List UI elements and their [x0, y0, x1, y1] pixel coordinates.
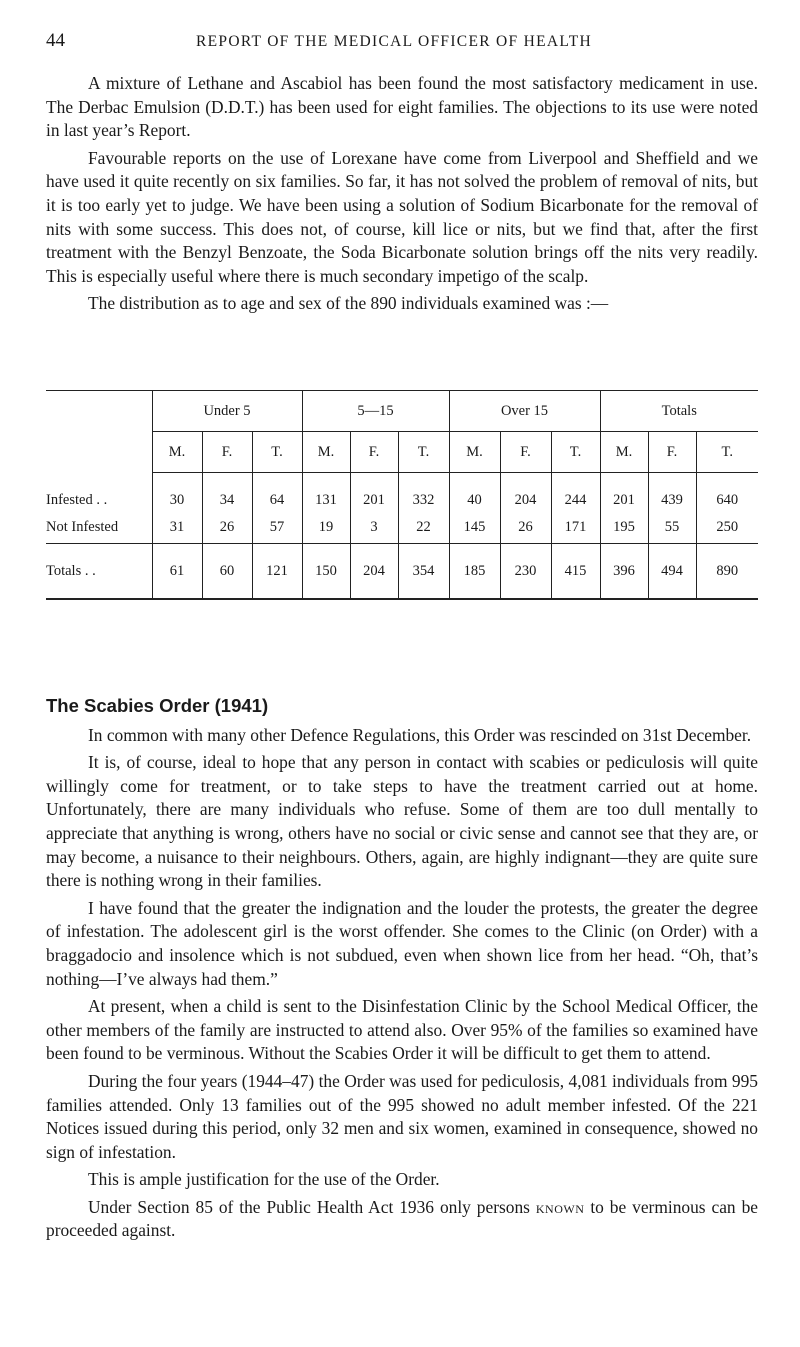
- table-cell: 22: [398, 511, 449, 544]
- table-cell: 31: [152, 511, 202, 544]
- group-header: 5—15: [302, 391, 449, 432]
- table-cell: 230: [500, 544, 551, 600]
- column-header: T.: [398, 432, 449, 473]
- table-row: [46, 473, 758, 512]
- table-row-totals: [46, 544, 758, 600]
- table-cell: 121: [252, 544, 302, 600]
- running-head: REPORT OF THE MEDICAL OFFICER OF HEALTH: [196, 33, 592, 50]
- group-header: Totals: [600, 391, 758, 432]
- column-header: F.: [202, 432, 252, 473]
- table-cell: 34: [202, 473, 252, 512]
- paragraph: During the four years (1944–47) the Order was used for pediculosis, 4,081 individuals from 995 families attended. Only 13 families out of the 995 showed no adult member infested. Of the 221 Notices issued during this period, only 32 men and six women, examined in consequence, showed no sign of infestation.: [46, 1070, 758, 1162]
- table-cell: 354: [398, 544, 449, 600]
- table-cell: 40: [449, 473, 500, 512]
- table-cell: 60: [202, 544, 252, 600]
- table-cell: 145: [449, 511, 500, 544]
- paragraph: A mixture of Lethane and Ascabiol has been found the most satisfactory medicament in use. The Derbac Emulsion (D.D.T.) has been used for eight families. The objections to its use were noted in last year’s Report.: [46, 73, 758, 141]
- table-cell: 640: [696, 473, 758, 512]
- column-header: M.: [152, 432, 202, 473]
- page-number: 44: [46, 30, 65, 51]
- section-heading: The Scabies Order (1941): [46, 695, 269, 716]
- group-header: Under 5: [152, 391, 302, 432]
- table-cell: 494: [648, 544, 696, 600]
- column-header: F.: [500, 432, 551, 473]
- paragraph-text: Under Section 85 of the Public Health Act 1936 only persons: [88, 1196, 536, 1217]
- paragraph: [46, 1196, 758, 1243]
- column-header: M.: [600, 432, 648, 473]
- row-label: Not Infested: [46, 518, 119, 535]
- paragraph: The distribution as to age and sex of the 890 individuals examined was :—: [88, 293, 609, 314]
- table-cell: 55: [648, 511, 696, 544]
- table-cell: 131: [302, 473, 350, 512]
- paragraph: It is, of course, ideal to hope that any person in contact with scabies or pediculosis will quite willingly come for treatment, or to take steps to have the treatment carried out at home. Unfortunately, there are many individuals who refuse. Some of them are too dull mentally to appreciate that anything is wrong, others have no social or civic sense and cannot see that they are, or may become, a nuisance to their neighbours. Others, again, are highly indignant—they are quite sure there is nothing wrong in their families.: [46, 752, 758, 891]
- table-cell: 250: [696, 511, 758, 544]
- paragraph: At present, when a child is sent to the Disinfestation Clinic by the School Medical Officer, the other members of the family are instructed to attend also. Over 95% of the families so examined have been found to be verminous. Without the Scabies Order it will be difficult to get them to attend.: [46, 996, 758, 1064]
- table-cell: 57: [252, 511, 302, 544]
- table-cell: 244: [551, 473, 600, 512]
- row-label: Totals . .: [46, 544, 152, 600]
- table-cell: 185: [449, 544, 500, 600]
- table-cell: 204: [500, 473, 551, 512]
- intro-text: [46, 72, 758, 320]
- paragraph: This is ample justification for the use of the Order.: [88, 1169, 440, 1190]
- table-cell: 3: [350, 511, 398, 544]
- table-cell: 415: [551, 544, 600, 600]
- table-cell: 204: [350, 544, 398, 600]
- column-header: M.: [449, 432, 500, 473]
- paragraph-text: to be verminous can be proceeded against.: [46, 1196, 758, 1241]
- paragraph: In common with many other Defence Regulations, this Order was rescinded on 31st December.: [88, 724, 752, 745]
- column-header: T.: [696, 432, 758, 473]
- table-row: [46, 511, 758, 544]
- scabies-order-section: [46, 694, 758, 1247]
- group-header: Over 15: [449, 391, 600, 432]
- column-header: T.: [551, 432, 600, 473]
- table-cell: 26: [202, 511, 252, 544]
- column-header: M.: [302, 432, 350, 473]
- infestation-table: [46, 390, 758, 600]
- table-cell: 396: [600, 544, 648, 600]
- column-header: T.: [252, 432, 302, 473]
- row-label: Infested . .: [46, 492, 108, 508]
- table-cell: 201: [350, 473, 398, 512]
- table-cell: 195: [600, 511, 648, 544]
- paragraph: I have found that the greater the indignation and the louder the protests, the greater the degree of infestation. The adolescent girl is the worst offender. She comes to the Clinic (on Order) with a braggadocio and insolence which is not subdued, even when shown lice from her head. “Oh, that’s nothing—I’ve always had them.”: [46, 897, 758, 989]
- table-cell: 332: [398, 473, 449, 512]
- column-header: F.: [648, 432, 696, 473]
- table-cell: 19: [302, 511, 350, 544]
- corner-cell: [46, 432, 152, 473]
- table-cell: 61: [152, 544, 202, 600]
- column-header: F.: [350, 432, 398, 473]
- table-cell: 890: [696, 544, 758, 600]
- emphasis-known: known: [535, 1196, 585, 1217]
- table-cell: 201: [600, 473, 648, 512]
- paragraph: Favourable reports on the use of Lorexane have come from Liverpool and Sheffield and we have used it quite recently on six families. So far, it has not solved the problem of removal of nits, but it is too early yet to judge. We have been using a solution of Sodium Bicarbonate for the removal of nits with some success. This does not, of course, kill lice or nits, but we find that, after the first treatment with the Benzyl Benzoate, the Soda Bicarbonate solution brings off the nits very readily. This is especially useful where there is much secondary impetigo of the scalp.: [46, 147, 758, 286]
- table-cell: 439: [648, 473, 696, 512]
- table-cell: 64: [252, 473, 302, 512]
- corner-cell: [46, 391, 152, 432]
- table-cell: 150: [302, 544, 350, 600]
- table-cell: 26: [500, 511, 551, 544]
- table-cell: 30: [152, 473, 202, 512]
- table-cell: 171: [551, 511, 600, 544]
